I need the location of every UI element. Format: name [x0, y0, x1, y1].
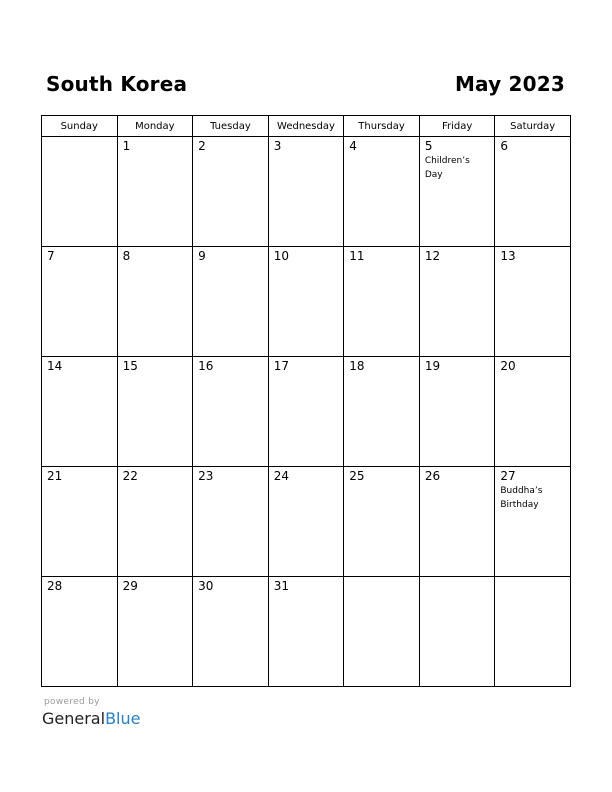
day-number: 15 — [122, 359, 138, 373]
calendar-day-cell — [419, 577, 495, 687]
day-number: 27 — [500, 469, 516, 483]
calendar-day-cell — [344, 247, 420, 357]
holiday-label: Children’s Day — [424, 156, 470, 180]
day-number: 21 — [47, 469, 63, 483]
day-number: 31 — [273, 579, 289, 593]
calendar-week-row — [42, 247, 571, 357]
calendar-day-cell — [117, 577, 193, 687]
day-number: 11 — [349, 249, 365, 263]
calendar-day-cell — [193, 467, 269, 577]
day-number: 16 — [198, 359, 214, 373]
day-number: 17 — [273, 359, 289, 373]
calendar-day-cell — [117, 137, 193, 247]
calendar-day-cell — [419, 467, 495, 577]
calendar-day-cell — [268, 247, 344, 357]
day-number: 22 — [122, 469, 138, 483]
calendar-day-cell — [268, 467, 344, 577]
day-number: 7 — [47, 249, 55, 263]
calendar-day-cell — [419, 137, 495, 247]
weekday-friday: Friday — [419, 116, 495, 137]
day-number: 8 — [122, 249, 131, 263]
day-number: 23 — [198, 469, 214, 483]
weekday-tuesday: Tuesday — [193, 116, 269, 137]
calendar-day-cell — [495, 357, 571, 467]
day-number: 4 — [349, 139, 357, 153]
calendar-week-row — [42, 357, 571, 467]
weekday-header-row — [42, 116, 571, 137]
calendar-day-cell — [193, 577, 269, 687]
calendar-day-cell — [344, 467, 420, 577]
day-number: 19 — [424, 359, 441, 373]
day-number: 3 — [273, 139, 282, 153]
day-number: 29 — [122, 579, 138, 593]
day-number: 24 — [273, 469, 289, 483]
weekday-saturday: Saturday — [495, 116, 571, 137]
calendar-day-cell — [42, 577, 118, 687]
calendar-day-cell — [193, 137, 269, 247]
calendar-day-cell — [42, 357, 118, 467]
holiday-label: Buddha’s Birthday — [500, 486, 543, 510]
footer-powered-by: powered by — [44, 697, 100, 707]
calendar-day-cell — [344, 357, 420, 467]
calendar-title-country: South Korea — [46, 72, 188, 96]
calendar-day-cell — [495, 467, 571, 577]
calendar-day-cell — [268, 357, 344, 467]
calendar-grid — [41, 115, 571, 687]
day-number: 13 — [500, 249, 516, 263]
day-number: 18 — [349, 359, 365, 373]
day-number: 9 — [198, 249, 206, 263]
calendar-day-cell — [268, 137, 344, 247]
day-number: 12 — [424, 249, 441, 263]
calendar-day-cell — [419, 247, 495, 357]
day-number: 10 — [273, 249, 289, 263]
brand-blue-text: Blue — [105, 709, 141, 728]
day-number: 1 — [122, 139, 131, 153]
calendar-day-cell — [419, 357, 495, 467]
calendar-day-cell — [42, 137, 118, 247]
day-number: 2 — [198, 139, 206, 153]
weekday-sunday: Sunday — [42, 116, 118, 137]
calendar-day-cell — [42, 467, 118, 577]
calendar-week-row — [42, 577, 571, 687]
weekday-wednesday: Wednesday — [268, 116, 344, 137]
generalblue-logo — [42, 709, 140, 728]
brand-general-text: General — [42, 709, 106, 728]
calendar-day-cell — [193, 247, 269, 357]
calendar-day-cell — [495, 137, 571, 247]
calendar-day-cell — [344, 137, 420, 247]
calendar-day-cell — [495, 577, 571, 687]
calendar-day-cell — [268, 577, 344, 687]
weekday-thursday: Thursday — [344, 116, 420, 137]
day-number: 5 — [424, 139, 433, 153]
day-number: 6 — [500, 139, 509, 153]
calendar-day-cell — [42, 247, 118, 357]
weekday-monday: Monday — [117, 116, 193, 137]
calendar-day-cell — [193, 357, 269, 467]
day-number: 25 — [349, 469, 365, 483]
day-number: 14 — [47, 359, 63, 373]
calendar-title-month: May 2023 — [454, 72, 565, 96]
calendar-day-cell — [117, 467, 193, 577]
calendar-week-row — [42, 467, 571, 577]
day-number: 20 — [500, 359, 516, 373]
day-number: 28 — [47, 579, 63, 593]
calendar-week-row — [42, 137, 571, 247]
calendar-day-cell — [344, 577, 420, 687]
calendar-day-cell — [117, 247, 193, 357]
calendar-day-cell — [495, 247, 571, 357]
day-number: 26 — [424, 469, 441, 483]
calendar-day-cell — [117, 357, 193, 467]
day-number: 30 — [198, 579, 214, 593]
